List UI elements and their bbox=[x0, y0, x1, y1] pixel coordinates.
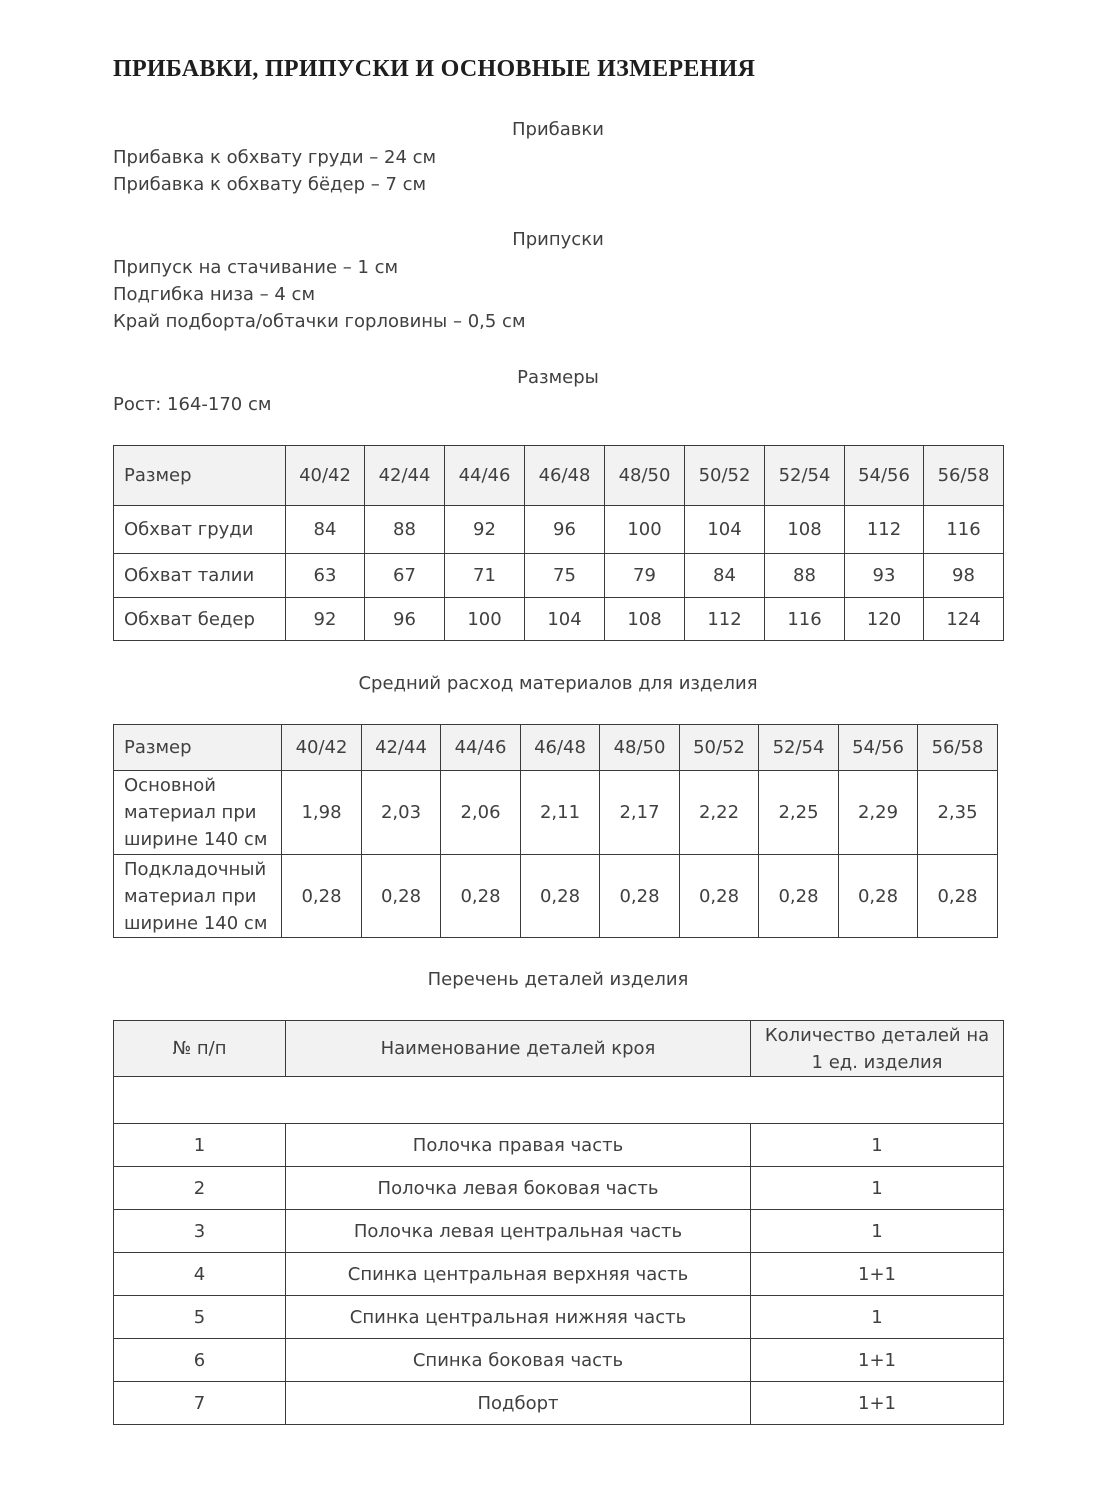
size-header: 54/56 bbox=[845, 446, 924, 506]
table-row bbox=[114, 1382, 1004, 1425]
size-header: 54/56 bbox=[839, 725, 918, 771]
table-cell: 0,28 bbox=[839, 855, 918, 938]
part-number: 3 bbox=[114, 1210, 286, 1253]
table-cell: 92 bbox=[445, 506, 525, 554]
materials-heading: Средний расход материалов для изделия bbox=[358, 673, 758, 694]
col-name-header: Наименование деталей кроя bbox=[286, 1021, 751, 1077]
table-header-row bbox=[114, 725, 998, 771]
part-qty: 1 bbox=[751, 1167, 1004, 1210]
row-label: Обхват бедер bbox=[114, 598, 286, 641]
part-number: 6 bbox=[114, 1339, 286, 1382]
row-label bbox=[114, 855, 282, 938]
table-cell: 2,35 bbox=[918, 771, 998, 855]
row-label-line: ширине 140 см bbox=[124, 829, 268, 850]
part-qty: 1 bbox=[751, 1210, 1004, 1253]
table-cell: 100 bbox=[445, 598, 525, 641]
seam-line: Подгибка низа – 4 см bbox=[113, 284, 316, 305]
seam-line: Край подборта/обтачки горловины – 0,5 см bbox=[113, 311, 526, 332]
part-qty: 1+1 bbox=[751, 1253, 1004, 1296]
row-label: Обхват груди bbox=[114, 506, 286, 554]
table-cell: 104 bbox=[685, 506, 765, 554]
header-label: Размер bbox=[114, 725, 282, 771]
table-cell: 92 bbox=[286, 598, 365, 641]
parts-heading: Перечень деталей изделия bbox=[427, 969, 689, 990]
table-cell: 108 bbox=[605, 598, 685, 641]
allowance-line: Прибавка к обхвату груди – 24 см bbox=[113, 147, 437, 168]
table-cell: 2,06 bbox=[441, 771, 521, 855]
part-number: 1 bbox=[114, 1124, 286, 1167]
table-cell: 120 bbox=[845, 598, 924, 641]
table-cell: 84 bbox=[685, 554, 765, 598]
table-row bbox=[114, 1253, 1004, 1296]
table-cell: 98 bbox=[924, 554, 1004, 598]
size-header: 40/42 bbox=[282, 725, 362, 771]
empty-row bbox=[114, 1077, 1004, 1124]
height-line: Рост: 164-170 см bbox=[113, 394, 272, 415]
header-label: Размер bbox=[114, 446, 286, 506]
row-label-line: материал при bbox=[124, 802, 257, 823]
size-header: 46/48 bbox=[521, 725, 600, 771]
table-row bbox=[114, 771, 998, 855]
table-cell: 67 bbox=[365, 554, 445, 598]
size-header: 50/52 bbox=[685, 446, 765, 506]
table-cell: 116 bbox=[924, 506, 1004, 554]
size-header: 46/48 bbox=[525, 446, 605, 506]
size-header: 48/50 bbox=[600, 725, 680, 771]
part-name: Подборт bbox=[286, 1382, 751, 1425]
size-header: 52/54 bbox=[759, 725, 839, 771]
size-header: 52/54 bbox=[765, 446, 845, 506]
table-row bbox=[114, 855, 998, 938]
table-cell: 112 bbox=[845, 506, 924, 554]
parts-table bbox=[113, 1020, 1004, 1425]
part-number: 7 bbox=[114, 1382, 286, 1425]
table-header-row bbox=[114, 1021, 1004, 1077]
size-header: 42/44 bbox=[362, 725, 441, 771]
table-cell: 0,28 bbox=[918, 855, 998, 938]
size-header: 44/46 bbox=[441, 725, 521, 771]
page-title: ПРИБАВКИ, ПРИПУСКИ И ОСНОВНЫЕ ИЗМЕРЕНИЯ bbox=[113, 56, 756, 82]
row-label-line: Подкладочный bbox=[124, 858, 267, 880]
table-cell: 100 bbox=[605, 506, 685, 554]
table-cell: 0,28 bbox=[282, 855, 362, 938]
part-qty: 1 bbox=[751, 1124, 1004, 1167]
table-cell: 0,28 bbox=[362, 855, 441, 938]
row-label: Обхват талии bbox=[114, 554, 286, 598]
table-cell: 93 bbox=[845, 554, 924, 598]
table-cell: 2,25 bbox=[759, 771, 839, 855]
part-name: Полочка левая боковая часть bbox=[286, 1167, 751, 1210]
table-cell: 2,29 bbox=[839, 771, 918, 855]
size-header: 40/42 bbox=[286, 446, 365, 506]
sizes-heading: Размеры bbox=[517, 367, 599, 388]
table-cell: 84 bbox=[286, 506, 365, 554]
table-cell: 116 bbox=[765, 598, 845, 641]
table-row bbox=[114, 1296, 1004, 1339]
table-cell: 108 bbox=[765, 506, 845, 554]
seams-heading: Припуски bbox=[512, 229, 604, 250]
part-qty: 1+1 bbox=[751, 1382, 1004, 1425]
table-row bbox=[114, 554, 1004, 598]
part-name: Полочка левая центральная часть bbox=[286, 1210, 751, 1253]
table-cell: 2,11 bbox=[521, 771, 600, 855]
table-cell: 1,98 bbox=[282, 771, 362, 855]
part-qty: 1 bbox=[751, 1296, 1004, 1339]
seam-line: Припуск на стачивание – 1 см bbox=[113, 257, 399, 278]
part-qty: 1+1 bbox=[751, 1339, 1004, 1382]
table-cell: 2,03 bbox=[362, 771, 441, 855]
part-number: 5 bbox=[114, 1296, 286, 1339]
table-cell: 0,28 bbox=[759, 855, 839, 938]
table-cell: 88 bbox=[765, 554, 845, 598]
size-header: 48/50 bbox=[605, 446, 685, 506]
table-cell: 79 bbox=[605, 554, 685, 598]
table-row bbox=[114, 1339, 1004, 1382]
size-header: 42/44 bbox=[365, 446, 445, 506]
table-cell: 112 bbox=[685, 598, 765, 641]
table-row bbox=[114, 1124, 1004, 1167]
table-cell: 96 bbox=[525, 506, 605, 554]
col-qty-header-line: 1 ед. изделия bbox=[811, 1051, 943, 1073]
col-qty-header-line: Количество деталей на bbox=[764, 1024, 990, 1046]
row-label-line: материал при bbox=[124, 885, 257, 907]
table-cell: 0,28 bbox=[441, 855, 521, 938]
size-header: 56/58 bbox=[924, 446, 1004, 506]
table-header-row bbox=[114, 446, 1004, 506]
table-cell: 124 bbox=[924, 598, 1004, 641]
row-label bbox=[114, 771, 282, 855]
table-cell: 104 bbox=[525, 598, 605, 641]
table-cell: 0,28 bbox=[521, 855, 600, 938]
part-number: 4 bbox=[114, 1253, 286, 1296]
part-name: Спинка центральная нижняя часть bbox=[286, 1296, 751, 1339]
table-cell: 75 bbox=[525, 554, 605, 598]
allowance-line: Прибавка к обхвату бёдер – 7 см bbox=[113, 174, 427, 195]
col-qty-header bbox=[751, 1021, 1004, 1077]
table-cell: 2,17 bbox=[600, 771, 680, 855]
row-label-line: ширине 140 см bbox=[124, 912, 268, 934]
table-cell: 0,28 bbox=[600, 855, 680, 938]
size-header: 50/52 bbox=[680, 725, 759, 771]
size-header: 56/58 bbox=[918, 725, 998, 771]
part-name: Полочка правая часть bbox=[286, 1124, 751, 1167]
table-row bbox=[114, 1210, 1004, 1253]
materials-table bbox=[113, 724, 998, 938]
size-header: 44/46 bbox=[445, 446, 525, 506]
table-cell: 71 bbox=[445, 554, 525, 598]
table-row bbox=[114, 506, 1004, 554]
part-name: Спинка боковая часть bbox=[286, 1339, 751, 1382]
table-cell: 2,22 bbox=[680, 771, 759, 855]
table-row bbox=[114, 598, 1004, 641]
row-label-line: Основной bbox=[124, 775, 216, 796]
table-cell: 96 bbox=[365, 598, 445, 641]
col-number-header: № п/п bbox=[114, 1021, 286, 1077]
allowances-heading: Прибавки bbox=[512, 119, 604, 140]
table-cell: 0,28 bbox=[680, 855, 759, 938]
table-row bbox=[114, 1167, 1004, 1210]
sizes-table bbox=[113, 445, 1004, 641]
table-cell: 63 bbox=[286, 554, 365, 598]
table-cell: 88 bbox=[365, 506, 445, 554]
empty-cell bbox=[114, 1077, 1004, 1124]
part-name: Спинка центральная верхняя часть bbox=[286, 1253, 751, 1296]
part-number: 2 bbox=[114, 1167, 286, 1210]
